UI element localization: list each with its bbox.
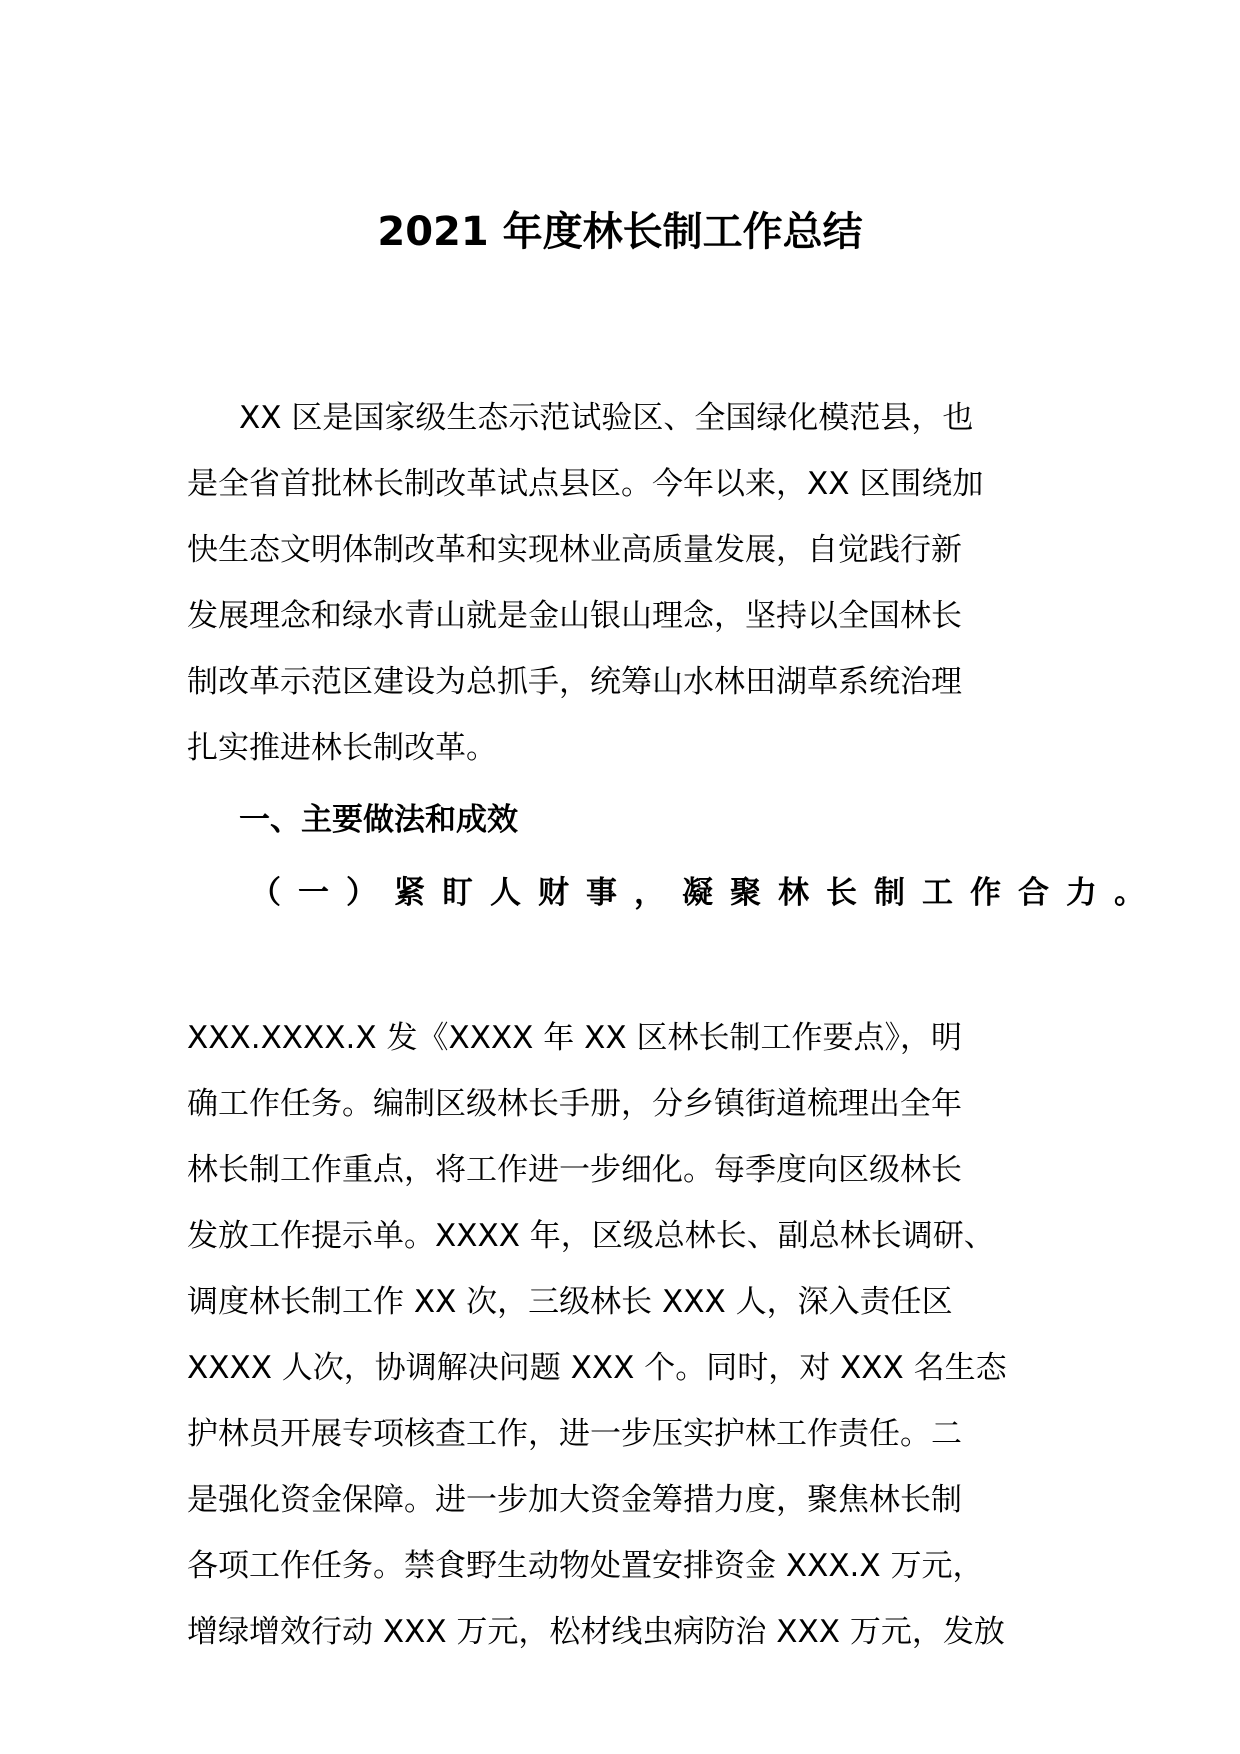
subsection-heading: （一）紧盯人财事，凝聚林长制工作合力。 [250,875,1162,911]
text-line: 快生态文明体制改革和实现林业高质量发展，自觉践行新 [187,532,962,568]
text-line: 扎实推进林长制改革。 [187,730,497,766]
subsection-paragraph [187,1005,1053,1665]
text-line: XX 区是国家级生态示范试验区、全国绿化模范县，也 [239,400,974,436]
text-line: 各项工作任务。禁食野生动物处置安排资金 XXX.X 万元， [187,1548,984,1584]
document-title: 2021 年度林长制工作总结 [377,209,863,255]
text-line: 发放工作提示单。XXXX 年，区级总林长、副总林长调研、 [187,1218,995,1254]
text-line: 是强化资金保障。进一步加大资金筹措力度，聚焦林长制 [187,1482,962,1518]
text-line: 制改革示范区建设为总抓手，统筹山水林田湖草系统治理 [187,664,962,700]
text-line: 增绿增效行动 XXX 万元，松材线虫病防治 XXX 万元，发放 [187,1614,1005,1650]
text-line: XXXX 人次，协调解决问题 XXX 个。同时，对 XXX 名生态 [187,1350,1007,1386]
text-line: XXX.XXXX.X 发《XXXX 年 XX 区林长制工作要点》，明 [187,1020,962,1056]
text-line: 确工作任务。编制区级林长手册，分乡镇街道梳理出全年 [187,1086,962,1122]
text-line: 林长制工作重点，将工作进一步细化。每季度向区级林长 [187,1152,962,1188]
text-line: 护林员开展专项核查工作，进一步压实护林工作责任。二 [187,1416,962,1452]
text-line: 调度林长制工作 XX 次，三级林长 XXX 人，深入责任区 [187,1284,953,1320]
text-line: 发展理念和绿水青山就是金山银山理念，坚持以全国林长 [187,598,962,634]
section-heading: 一、主要做法和成效 [239,802,518,838]
intro-paragraph [187,385,1053,781]
text-line: 是全省首批林长制改革试点县区。今年以来，XX 区围绕加 [187,466,984,502]
